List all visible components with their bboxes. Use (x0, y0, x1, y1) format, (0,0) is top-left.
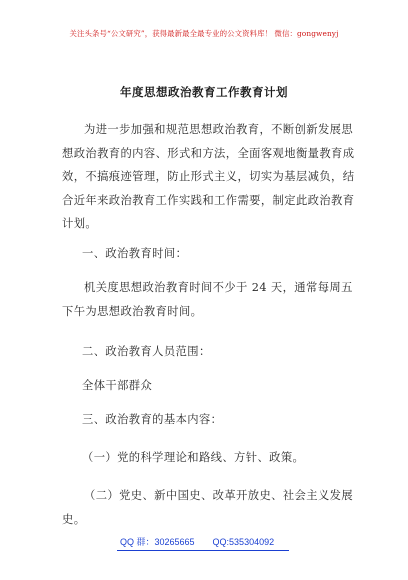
document-title: 年度思想政治教育工作教育计划 (120, 85, 288, 99)
header-banner: 关注头条号“公文研究”，获得最新最全最专业的公文资料库！ 微信：gongwenyj (69, 29, 339, 38)
section3-item2: （二）党史、新中国史、改革开放史、社会主义发展史。 (62, 489, 354, 526)
section1-body: 机关度思想政治教育时间不少于 24 天，通常每周五下午为思想政治教育时间。 (62, 281, 353, 318)
intro-paragraph: 为进一步加强和规范思想政治教育，不断创新发展思想政治教育的内容、形式和方法，全面客观地衡量教育成效，不搞痕迹管理，防止形式主义，切实为基层减负，结合近年来政治教育工作实践和工作需要，制定此政治教育计划。 (62, 123, 355, 230)
section2-body: 全体干部群众 (82, 379, 153, 392)
footer-contact (120, 535, 292, 548)
footer-underline (117, 550, 289, 551)
section2-heading: 二、政治教育人员范围： (82, 345, 211, 358)
qq-group-number: QQ 群：30265665 (120, 537, 195, 547)
section3-heading: 三、政治教育的基本内容： (82, 413, 223, 426)
section3-item1: （一）党的科学理论和路线、方针、政策。 (82, 451, 305, 464)
section1-heading: 一、政治教育时间： (82, 247, 188, 260)
qq-number: QQ:535304092 (212, 537, 275, 547)
